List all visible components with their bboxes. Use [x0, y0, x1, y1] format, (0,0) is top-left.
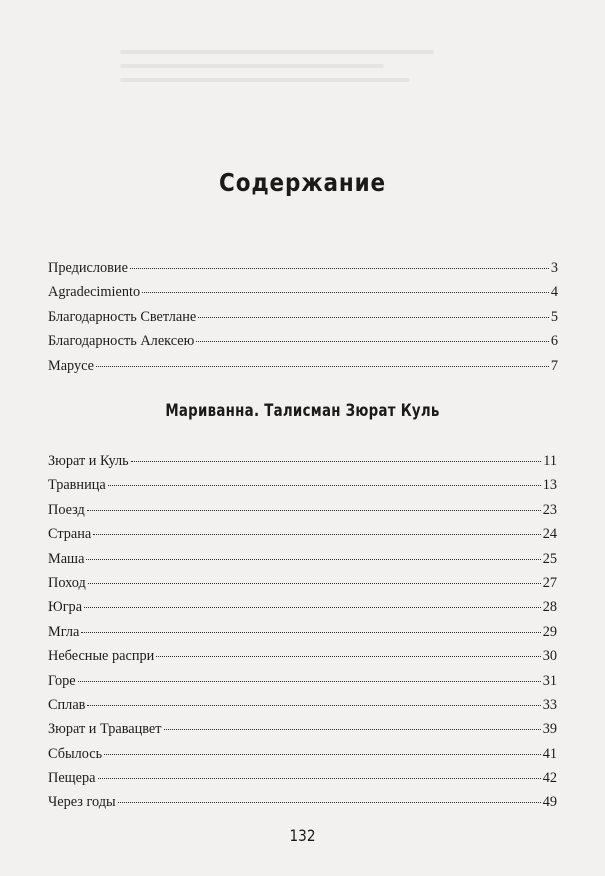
contents-heading: Содержание — [219, 168, 386, 197]
toc-entry-title: Благодарность Светлане — [48, 308, 197, 325]
toc-entry[interactable] — [48, 473, 557, 497]
toc-entry-page: 23 — [542, 501, 557, 518]
toc-entry-page: 11 — [543, 453, 557, 469]
toc-entry-title: Небесные распри — [48, 648, 155, 665]
toc-entry-title: Травница — [48, 477, 106, 494]
dot-leader — [87, 510, 541, 511]
toc-entry-title: Югра — [48, 599, 83, 616]
toc-entry-title: Горе — [48, 672, 76, 689]
toc-entry-page: 39 — [542, 721, 557, 738]
toc-entry[interactable] — [48, 790, 557, 814]
toc-entry[interactable] — [48, 498, 557, 522]
bleed-through-text — [120, 40, 450, 110]
toc-entry-title: Поход — [48, 574, 86, 591]
dot-leader — [131, 461, 542, 462]
dot-leader — [156, 656, 540, 657]
section-heading: Мариванна. Талисман Зюрат Куль — [165, 401, 440, 420]
front-matter-list — [48, 256, 558, 378]
section-entry-list — [48, 449, 557, 815]
toc-entry-page: 7 — [550, 357, 558, 374]
dot-leader — [108, 485, 541, 486]
toc-entry-title: Марусе — [48, 357, 95, 374]
dot-leader — [142, 292, 549, 293]
toc-entry-page: 29 — [542, 623, 557, 640]
toc-entry[interactable] — [48, 571, 557, 595]
toc-entry-page: 49 — [542, 794, 557, 811]
toc-entry-page: 27 — [542, 574, 557, 591]
toc-entry-title: Пещера — [48, 770, 96, 787]
toc-entry-page: 33 — [542, 696, 557, 713]
toc-entry-page: 3 — [550, 260, 558, 276]
dot-leader — [93, 534, 540, 535]
dot-leader — [86, 559, 540, 560]
toc-entry-title: Зюрат и Куль — [48, 453, 129, 469]
toc-entry-title: Через годы — [48, 794, 116, 811]
toc-entry[interactable] — [48, 547, 557, 571]
toc-entry[interactable] — [48, 717, 557, 741]
toc-entry-page: 42 — [542, 770, 557, 787]
toc-entry[interactable] — [48, 595, 557, 619]
toc-entry[interactable] — [48, 766, 557, 790]
toc-entry[interactable] — [48, 256, 558, 280]
toc-entry[interactable] — [48, 280, 558, 304]
toc-entry[interactable] — [48, 742, 557, 766]
toc-entry-title: Agradecimiento — [48, 284, 141, 301]
toc-entry[interactable] — [48, 669, 557, 693]
toc-entry-title: Зюрат и Травацвет — [48, 721, 162, 738]
dot-leader — [196, 341, 549, 342]
toc-entry[interactable] — [48, 305, 558, 329]
toc-entry[interactable] — [48, 354, 558, 378]
toc-entry-page: 31 — [542, 672, 557, 689]
dot-leader — [78, 681, 541, 682]
toc-entry-page: 24 — [542, 526, 557, 543]
dot-leader — [87, 705, 540, 706]
dot-leader — [88, 583, 541, 584]
toc-entry[interactable] — [48, 329, 558, 353]
dot-leader — [118, 802, 541, 803]
toc-entry-page: 28 — [542, 599, 557, 616]
toc-entry-page: 6 — [550, 333, 558, 350]
dot-leader — [98, 778, 541, 779]
dot-leader — [198, 317, 549, 318]
dot-leader — [130, 268, 549, 269]
toc-entry-title: Маша — [48, 550, 85, 567]
dot-leader — [84, 607, 541, 608]
toc-entry-page: 13 — [542, 477, 557, 494]
toc-entry-page: 41 — [542, 745, 557, 762]
toc-entry-page: 30 — [542, 648, 557, 665]
toc-entry-title: Поезд — [48, 501, 85, 518]
toc-entry[interactable] — [48, 449, 557, 473]
toc-entry[interactable] — [48, 693, 557, 717]
toc-entry-title: Мгла — [48, 623, 80, 640]
toc-entry-page: 5 — [550, 308, 558, 325]
toc-entry[interactable] — [48, 644, 557, 668]
toc-entry-page: 25 — [542, 550, 557, 567]
toc-entry[interactable] — [48, 522, 557, 546]
toc-entry[interactable] — [48, 620, 557, 644]
page-number: 132 — [289, 826, 316, 845]
toc-entry-title: Благодарность Алексею — [48, 333, 195, 350]
dot-leader — [164, 729, 541, 730]
toc-entry-title: Сбылось — [48, 745, 103, 762]
toc-entry-page: 4 — [550, 284, 558, 301]
dot-leader — [96, 366, 549, 367]
toc-entry-title: Предисловие — [48, 260, 128, 276]
dot-leader — [81, 632, 540, 633]
toc-entry-title: Сплав — [48, 696, 86, 713]
toc-entry-title: Страна — [48, 526, 92, 543]
dot-leader — [104, 754, 541, 755]
